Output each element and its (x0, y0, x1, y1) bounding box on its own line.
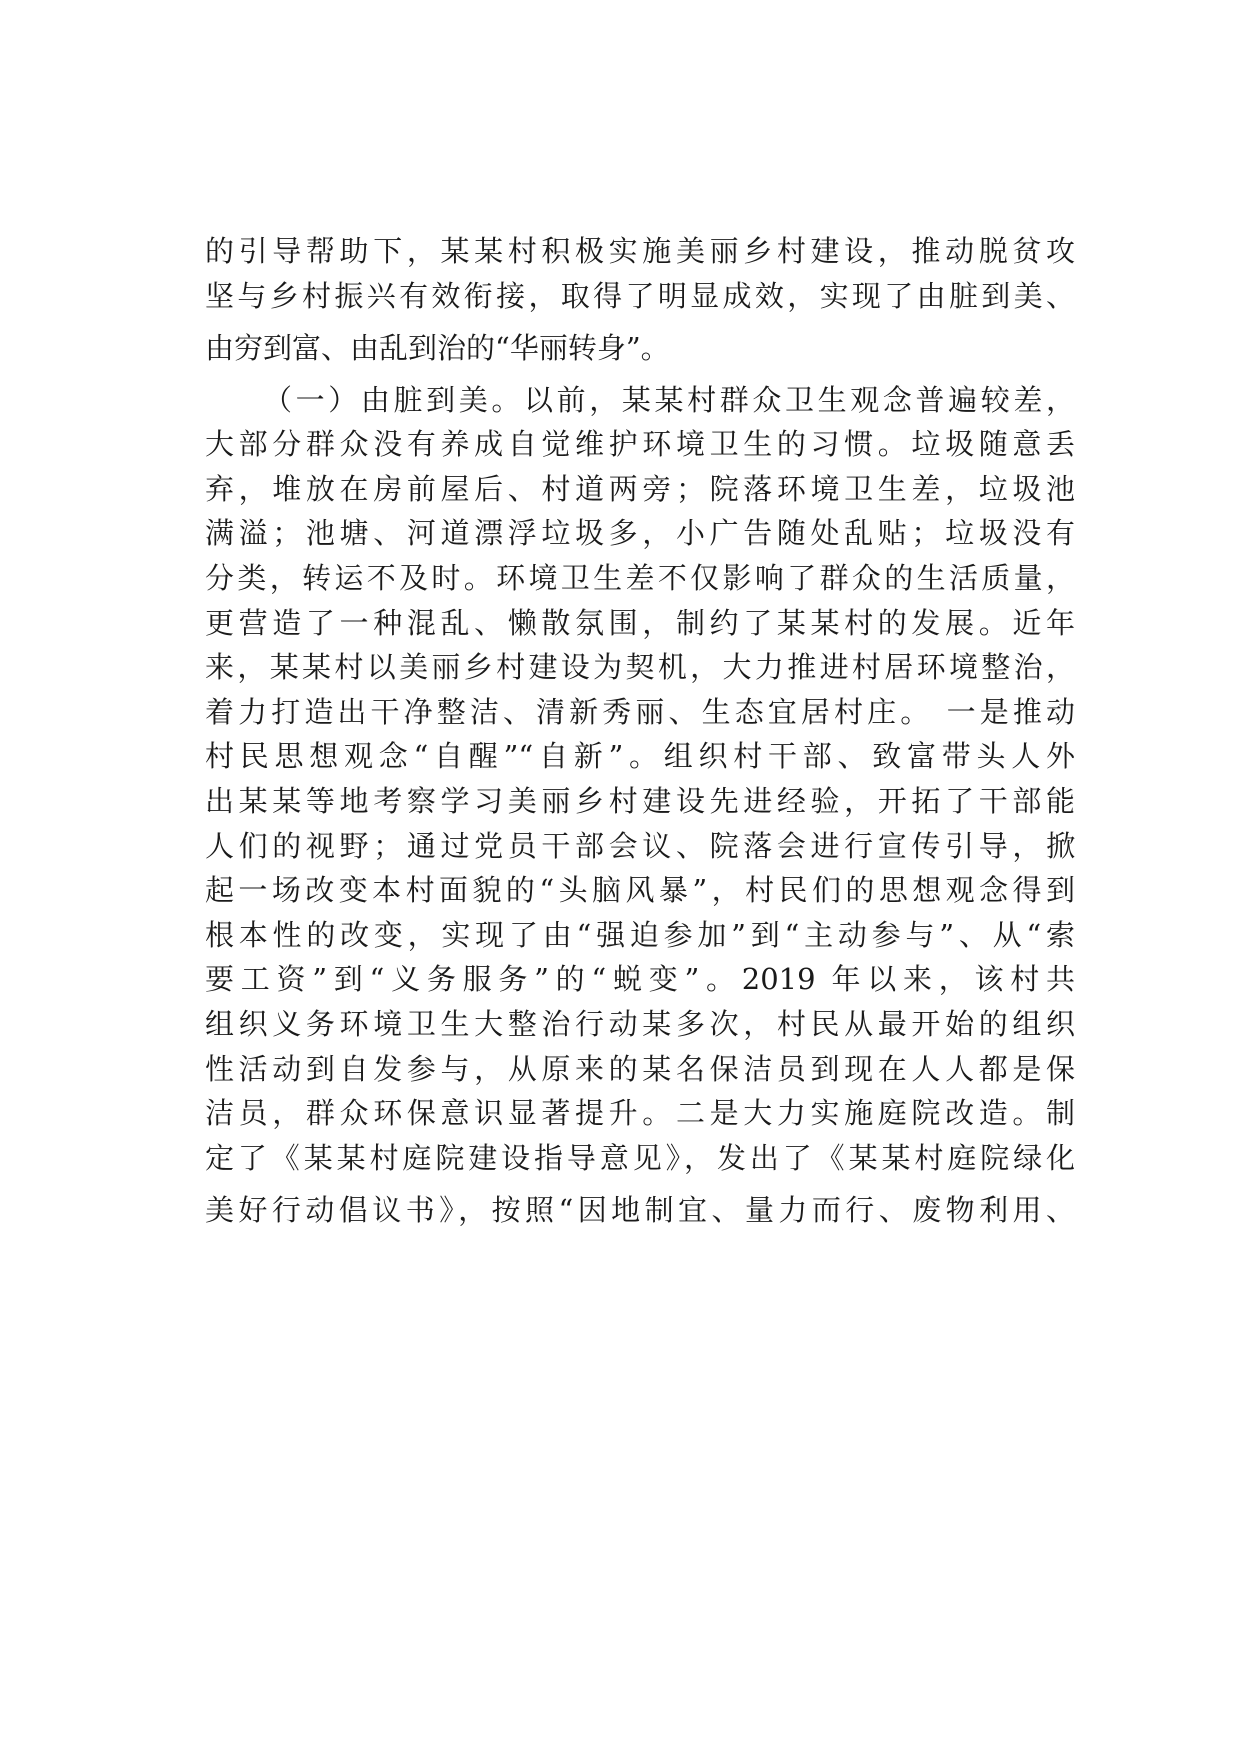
text-line-1: 的引导帮助下，某某村积极实施美丽乡村建设，推动脱贫攻 (205, 234, 1075, 268)
text-line-6: 弃，堆放在房前屋后、村道两旁；院落环境卫生差，垃圾池 (205, 471, 1075, 506)
paragraph-1-first-line: （一）由脏到美。以前，某某村群众卫生观念普遍较差， (263, 382, 1075, 417)
text-line-2: 坚与乡村振兴有效衔接，取得了明显成效，实现了由脏到美、 (205, 278, 1075, 313)
text-line-8: 分类，转运不及时。环境卫生差不仅影响了群众的生活质量， (205, 560, 1075, 595)
text-line-11: 着力打造出干净整洁、清新秀丽、生态宜居村庄。 一是推动 (205, 694, 1075, 729)
text-line-7: 满溢；池塘、河道漂浮垃圾多，小广告随处乱贴；垃圾没有 (205, 516, 1075, 551)
text-line-3: 由穷到富、由乱到治的“华丽转身”。 (205, 330, 670, 365)
text-line-14: 人们的视野；通过党员干部会议、院落会进行宣传引导，掀 (205, 828, 1075, 863)
text-line-12: 村民思想观念“自醒”“自新”。组织村干部、致富带头人外 (205, 739, 1075, 774)
text-line-20: 洁员，群众环保意识显著提升。二是大力实施庭院改造。制 (205, 1096, 1075, 1131)
text-line-15: 起一场改变本村面貌的“头脑风暴”，村民们的思想观念得到 (205, 873, 1075, 908)
text-line-10: 来，某某村以美丽乡村建设为契机，大力推进村居环境整治， (205, 650, 1075, 685)
text-line-21: 定了《某某村庭院建设指导意见》，发出了《某某村庭院绿化 (205, 1140, 1075, 1175)
body-text (205, 232, 1075, 1235)
text-line-16: 根本性的改变，实现了由“强迫参加”到“主动参与”、从“索 (205, 917, 1075, 952)
text-line-22: 美好行动倡议书》，按照“因地制宜、量力而行、废物利用、 (205, 1192, 1075, 1227)
text-line-13: 出某某等地考察学习美丽乡村建设先进经验，开拓了干部能 (205, 783, 1075, 818)
text-line-5: 大部分群众没有养成自觉维护环境卫生的习惯。垃圾随意丢 (205, 427, 1075, 462)
text-line-18: 组织义务环境卫生大整治行动某多次，村民从最开始的组织 (205, 1006, 1075, 1041)
text-line-9: 更营造了一种混乱、懒散氛围，制约了某某村的发展。近年 (205, 605, 1075, 640)
text-line-19: 性活动到自发参与，从原来的某名保洁员到现在人人都是保 (205, 1051, 1075, 1086)
text-line-17: 要工资”到“义务服务”的“蜕变”。2019 年以来，该村共 (205, 962, 1075, 997)
